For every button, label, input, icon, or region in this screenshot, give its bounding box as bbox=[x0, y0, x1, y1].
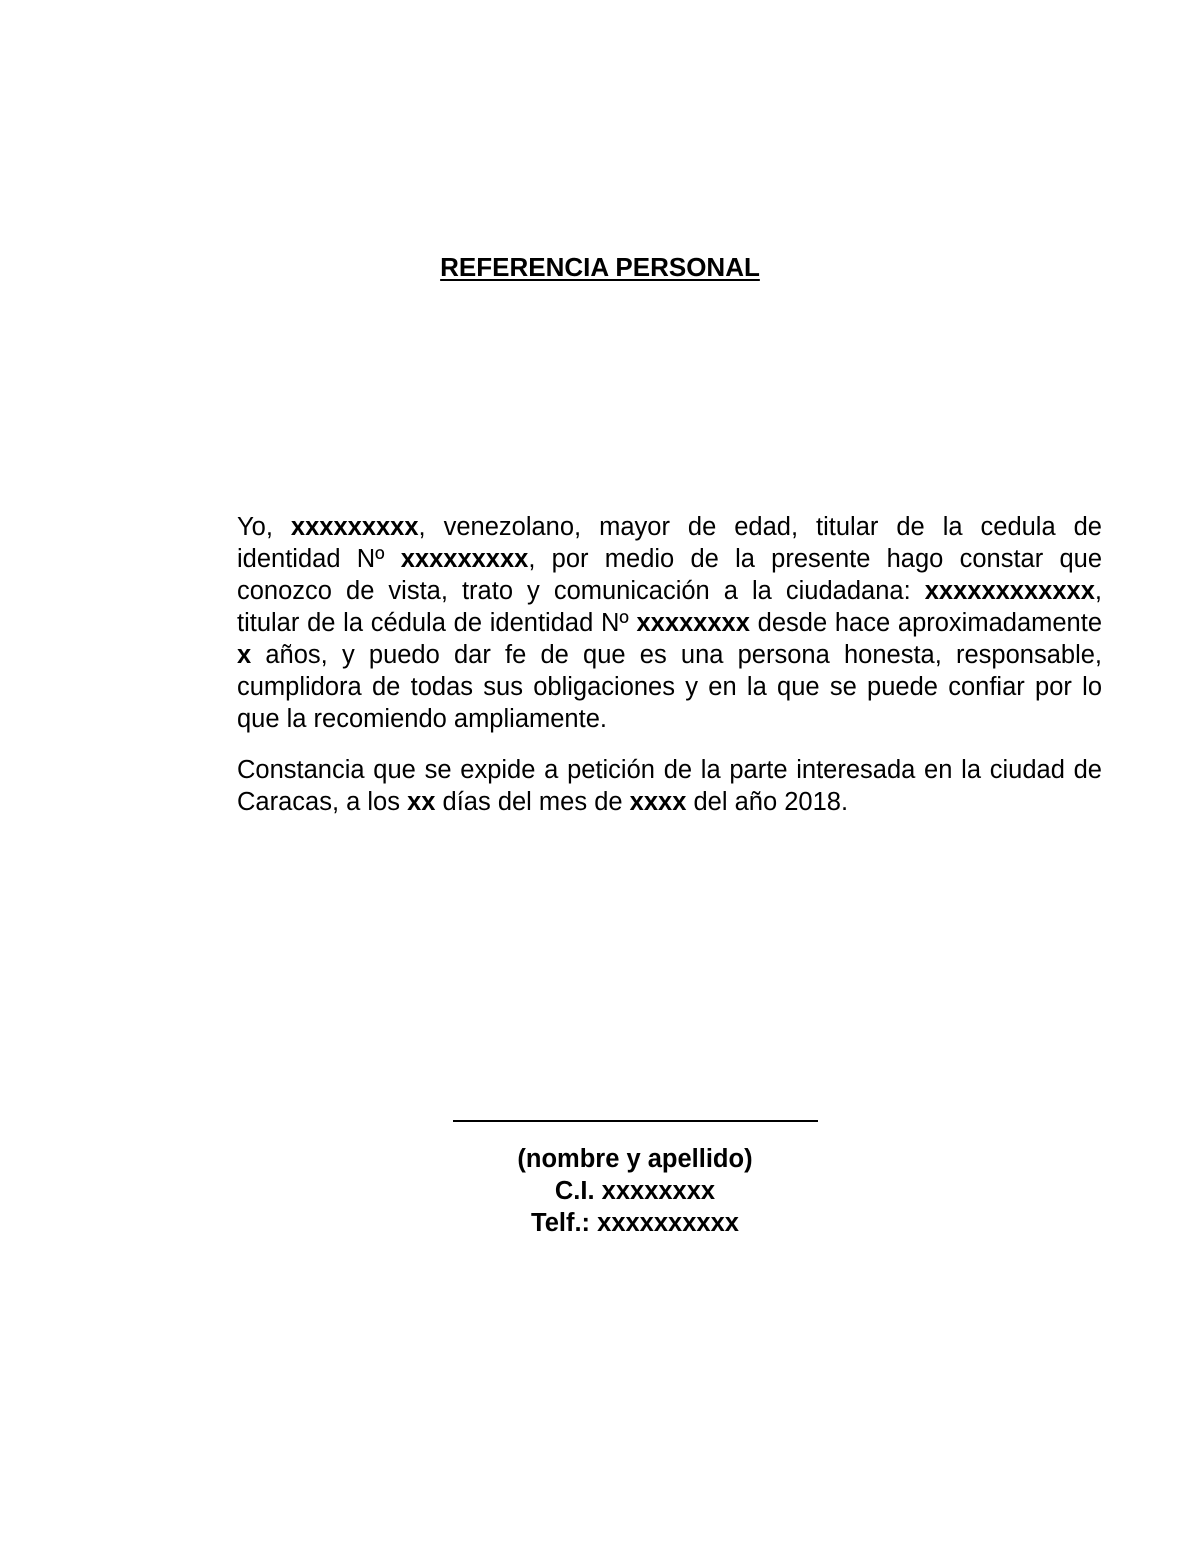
issue-day: xx bbox=[407, 788, 436, 816]
body-paragraph-2: Constancia que se expide a petición de la parte interesada en la ciudad de Caracas, a los xx días del mes de xxxx del año 2018. bbox=[237, 756, 1102, 816]
citizen-name: xxxxxxxxxxxx bbox=[924, 577, 1095, 605]
referee-name: xxxxxxxxx bbox=[290, 513, 419, 541]
signature-name-label: (nombre y apellido) bbox=[517, 1145, 753, 1173]
document-title: REFERENCIA PERSONAL bbox=[440, 252, 760, 282]
issue-month: xxxx bbox=[629, 788, 687, 816]
signature-ci-label: C.I. xxxxxxxx bbox=[554, 1177, 716, 1205]
referee-id-number: xxxxxxxxx bbox=[400, 545, 529, 573]
signature-block bbox=[0, 1143, 1200, 1239]
citizen-id-number: xxxxxxxx bbox=[636, 609, 750, 637]
signature-line bbox=[453, 1120, 818, 1122]
years-known: x bbox=[237, 641, 252, 669]
signature-phone-label: Telf.: xxxxxxxxxx bbox=[531, 1209, 739, 1237]
body-paragraph-1: Yo, xxxxxxxxx, venezolano, mayor de edad, titular de la cedula de identidad Nº xxxxxxxxx, por medio de la presente hago constar que conozco de vista, trato y comunicación a la ciudadana: xxxxxxxxxxxx, titular de la cédula de identidad Nº xxxxxxxx desde hace aproximadamente x años, y puedo dar fe de que es una persona honesta, responsable, cumplidora de todas sus obligaciones y en la que se puede confiar por lo que la recomiendo ampliamente. bbox=[237, 513, 1103, 733]
